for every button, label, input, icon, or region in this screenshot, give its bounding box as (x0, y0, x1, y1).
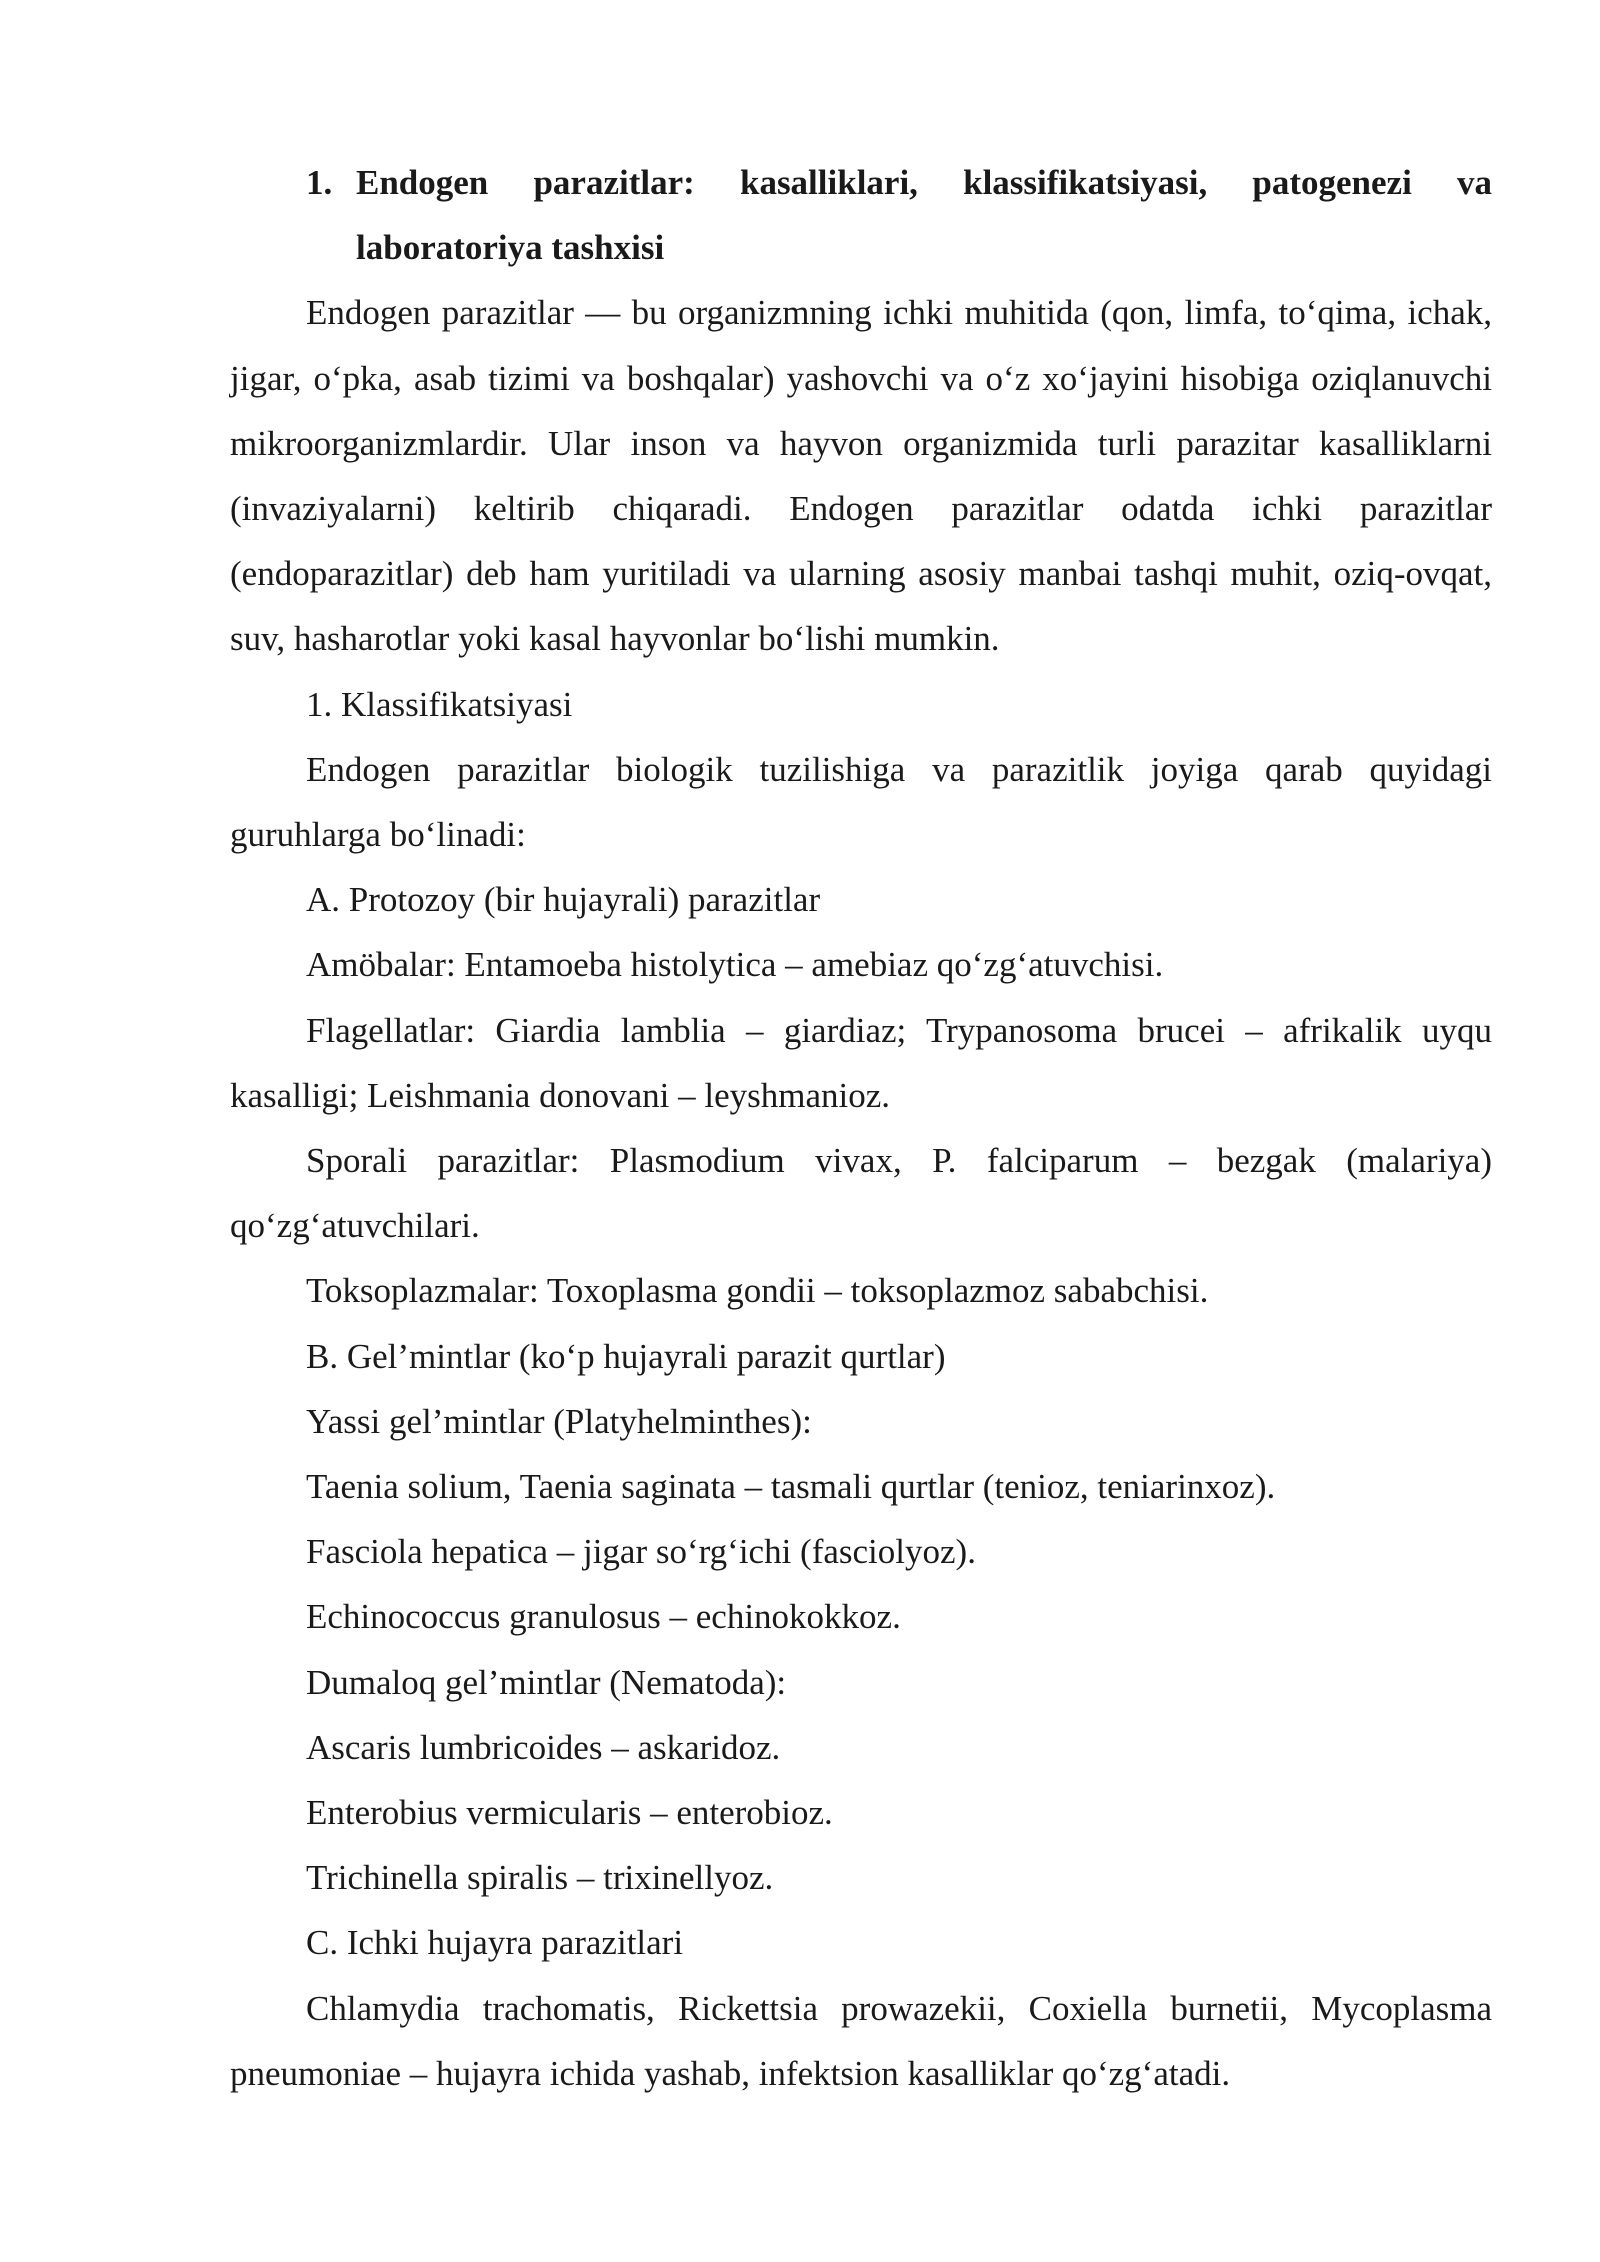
heading-title: Endogen parazitlar: kasalliklari, klassifikatsiyasi, patogenezi va laboratoriya tashxisi (356, 163, 1492, 268)
trichinella-item: Trichinella spiralis – trixinellyoz. (306, 1858, 774, 1898)
intracellular-item: Chlamydia trachomatis, Rickettsia prowazekii, Coxiella burnetii, Mycoplasma pneumoniae – hujayra ichida yashab, infektsion kasalliklar qo‘zg‘atadi. (230, 1988, 1492, 2093)
group-b-title: B. Gel’mintlar (ko‘p hujayrali parazit qurtlar) (306, 1336, 946, 1376)
group-a-title: A. Protozoy (bir hujayrali) parazitlar (306, 880, 821, 920)
intro-paragraph: Endogen parazitlar — bu organizmning ichki muhitida (qon, limfa, to‘qima, ichak, jigar, o‘pka, asab tizimi va boshqalar) yashovchi va o‘z xo‘jayini hisobiga oziqlanuvchi mikroorganizmlardir. Ular inson va hayvon organizmida turli parazitar kasalliklarni (invaziyalarni) keltirib chiqaradi. Endogen parazitlar odatda ichki parazitlar (endoparazitlar) deb ham yuritiladi va ularning asosiy manbai tashqi muhit, oziq-ovqat, suv, hasharotlar yoki kasal hayvonlar bo‘lishi mumkin. (230, 293, 1492, 659)
sporozoa-item: Sporali parazitlar: Plasmodium vivax, P. falciparum – bezgak (malariya) qo‘zg‘atuvchilari. (230, 1141, 1492, 1246)
amoeba-item: Amöbalar: Entamoeba histolytica – amebiaz qo‘zg‘atuvchisi. (306, 945, 1164, 985)
enterobius-item: Enterobius vermicularis – enterobioz. (306, 1793, 833, 1833)
fasciola-item: Fasciola hepatica – jigar so‘rg‘ichi (fasciolyoz). (306, 1532, 976, 1572)
roundworms-title: Dumaloq gel’mintlar (Nematoda): (306, 1662, 787, 1702)
echinococcus-item: Echinococcus granulosus – echinokokkoz. (306, 1597, 901, 1637)
section-heading (306, 150, 1492, 280)
heading-number: 1. (306, 163, 333, 202)
toxoplasma-item: Toksoplazmalar: Toxoplasma gondii – toksoplazmoz sababchisi. (306, 1271, 1209, 1311)
ascaris-item: Ascaris lumbricoides – askaridoz. (306, 1727, 781, 1767)
flatworms-title: Yassi gel’mintlar (Platyhelminthes): (306, 1401, 812, 1441)
document-page (230, 150, 1492, 2106)
subsection-title-classification: 1. Klassifikatsiyasi (306, 684, 573, 724)
flagellates-item: Flagellatlar: Giardia lamblia – giardiaz; Trypanosoma brucei – afrikalik uyqu kasalligi; Leishmania donovani – leyshmanioz. (230, 1010, 1492, 1115)
classification-intro-paragraph: Endogen parazitlar biologik tuzilishiga va parazitlik joyiga qarab quyidagi guruhlarga bo‘linadi: (230, 749, 1492, 855)
taenia-item: Taenia solium, Taenia saginata – tasmali qurtlar (tenioz, teniarinxoz). (306, 1467, 1276, 1507)
group-c-title: C. Ichki hujayra parazitlari (306, 1923, 684, 1963)
